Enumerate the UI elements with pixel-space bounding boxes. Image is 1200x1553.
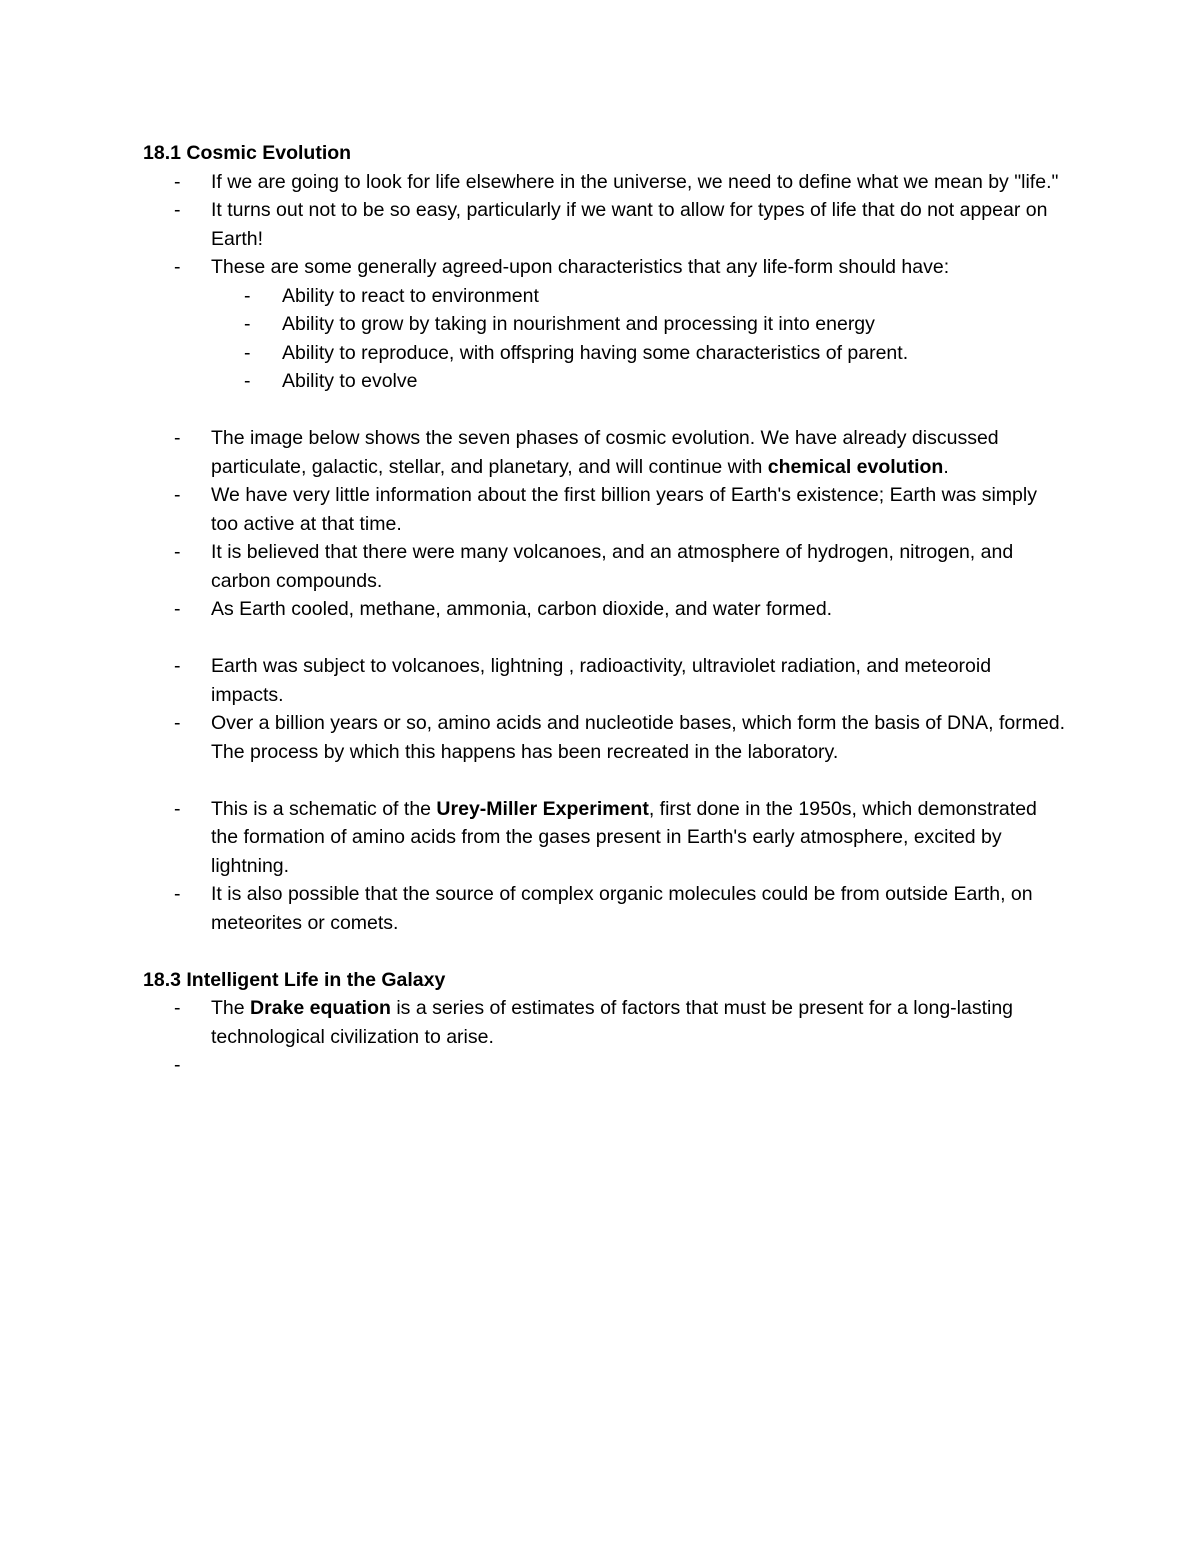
list-item: [143, 253, 1068, 396]
bullet-dash: -: [174, 541, 181, 563]
list-item: [143, 424, 1068, 481]
sublist-item-text: Ability to reproduce, with offspring having some characteristics of parent.: [282, 341, 909, 364]
bullet-dash: -: [244, 313, 251, 335]
bullet-dash: -: [244, 341, 251, 364]
list-item-text: It turns out not to be so easy, particularly if we want to allow for types of life that do not appear on Earth!: [211, 199, 1048, 250]
early-earth-list: [143, 652, 1068, 766]
list-item-text: We have very little information about the first billion years of Earth's existence; Earth was simply too active at that time.: [211, 484, 1037, 535]
urey-text: This is a schematic of the: [211, 797, 437, 820]
intelligent-life-list: [143, 994, 1068, 1076]
bullet-dash: -: [174, 797, 181, 820]
bullet-dash: -: [174, 256, 181, 278]
bullet-dash: -: [174, 170, 181, 193]
list-item: [143, 595, 1068, 624]
bullet-dash: -: [174, 598, 181, 620]
life-characteristics-sublist: [211, 282, 1068, 396]
sublist-item: [211, 310, 1068, 339]
bullet-dash: -: [174, 883, 181, 905]
drake-equation-term: Drake equation: [250, 997, 391, 1019]
bullet-dash: -: [174, 997, 181, 1019]
sublist-item-text: Ability to evolve: [282, 370, 418, 392]
sublist-item-text: Ability to grow by taking in nourishment and processing it into energy: [282, 313, 875, 335]
section-heading-intelligent-life: 18.3 Intelligent Life in the Galaxy: [143, 968, 446, 991]
list-item-text: It is also possible that the source of complex organic molecules could be from outside Earth, on meteorites or comets.: [211, 883, 1033, 934]
urey-miller-term: Urey-Miller Experiment: [436, 797, 649, 820]
bullet-dash: -: [174, 1054, 181, 1076]
drake-text-end: is a series of estimates of factors that must be present for a long-lasting technological civilization to arise.: [211, 997, 1014, 1048]
urey-miller-list: [143, 795, 1068, 938]
list-item: [143, 196, 1068, 253]
bullet-dash: -: [174, 655, 181, 677]
list-item-text: As Earth cooled, methane, ammonia, carbon dioxide, and water formed.: [211, 598, 833, 620]
bullet-dash: -: [174, 712, 181, 734]
chemical-evolution-list: [143, 424, 1068, 624]
list-item: [143, 994, 1068, 1051]
sublist-item: [211, 367, 1068, 396]
section-heading-cosmic-evolution: 18.1 Cosmic Evolution: [143, 142, 352, 164]
bullet-dash: -: [174, 199, 181, 221]
list-item: [143, 880, 1068, 937]
phases-text-end: .: [943, 455, 949, 478]
blank-line: [143, 937, 1068, 966]
list-item-text: It is believed that there were many volcanoes, and an atmosphere of hydrogen, nitrogen, and carbon compounds.: [211, 541, 1014, 592]
list-item: [143, 652, 1068, 709]
document-content: [143, 139, 1068, 1076]
list-item-text: Over a billion years or so, amino acids and nucleotide bases, which form the basis of DNA, formed. The process by which this happens has been recreated in the laboratory.: [211, 712, 1066, 763]
list-item: [143, 481, 1068, 538]
list-item: [143, 168, 1068, 197]
cosmic-evolution-list: [143, 168, 1068, 396]
chemical-evolution-term: chemical evolution: [767, 455, 944, 478]
sublist-item-text: Ability to react to environment: [282, 284, 539, 307]
bullet-dash: -: [244, 284, 251, 307]
blank-line: [143, 396, 1068, 425]
sublist-item: [211, 282, 1068, 311]
blank-line: [143, 766, 1068, 795]
list-item-text: If we are going to look for life elsewhere in the universe, we need to define what we mean by "life.": [211, 170, 1059, 193]
phases-text: The image below shows the seven phases of cosmic evolution. We have already discussed particulate, galactic, stellar, and planetary, and will continue with: [211, 427, 999, 478]
drake-text: The: [211, 997, 251, 1019]
urey-text-end: , first done in the 1950s, which demonstrated the formation of amino acids from the gases present in Earth's early atmosphere, excited by lightning.: [211, 797, 1037, 877]
bullet-dash: -: [174, 484, 181, 506]
list-item: [143, 538, 1068, 595]
bullet-dash: -: [174, 427, 181, 449]
list-item-text: These are some generally agreed-upon characteristics that any life-form should have:: [211, 256, 950, 278]
blank-line: [143, 624, 1068, 653]
sublist-item: [211, 339, 1068, 368]
list-item-text: Earth was subject to volcanoes, lightning , radioactivity, ultraviolet radiation, and meteoroid impacts.: [211, 655, 992, 706]
list-item: [143, 795, 1068, 881]
list-item: [143, 709, 1068, 766]
bullet-dash: -: [244, 370, 251, 392]
